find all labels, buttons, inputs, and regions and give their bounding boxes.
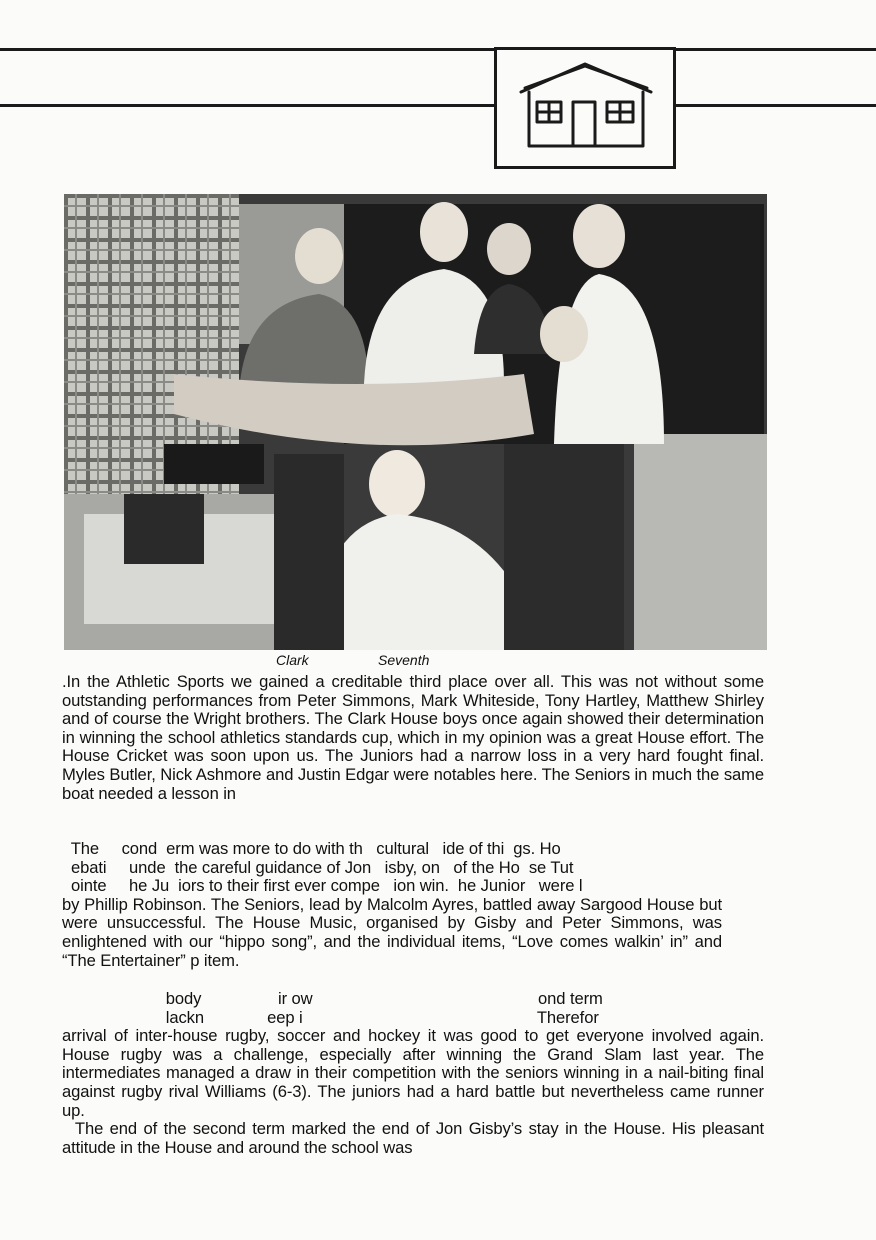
- article-body-3: [62, 989, 769, 1157]
- paragraph-line: The cond erm was more to do with th cultural ide of thi gs. Ho: [62, 839, 561, 858]
- header-rule-top-left: [0, 48, 496, 51]
- paragraph-line: ebati unde the careful guidance of Jon isby, on of the Ho se Tut: [62, 857, 574, 877]
- paragraph-rugby: arrival of inter-house rugby, soccer and hockey it was good to get everyone involved again. House rugby was a challenge, especially after winning the Grand Slam last year. The intermediates managed a draw in their competition with the seniors winning in a nail-biting final against rugby rival Williams (6-3). The juniors had a hard battle but nevertheless came runner up.: [62, 1026, 764, 1120]
- house-logo-box: [494, 47, 676, 169]
- article-body: [62, 673, 764, 803]
- paragraph-line: body ir ow ond term: [62, 989, 603, 1008]
- paragraph-culture: by Phillip Robinson. The Seniors, lead by Malcolm Ayres, battled away Sargood House but were unsuccessful. The House Music, organised by Gisby and Peter Simmons, was enlightened with our “hippo song”, and the individual items, “Love comes walkin’ in” and “The Entertainer” p item.: [62, 894, 722, 970]
- paragraph-athletics: .In the Athletic Sports we gained a creditable third place over all. This was not without some outstanding performances from Peter Simmons, Mark Whiteside, Tony Hartley, Matthew Shirley and of course the Wright brothers. The Clark House boys once again showed their determination in winning the school athletics standards cup, which in my opinion was a great House effort. The House Cricket was soon upon us. The Juniors had a narrow loss in a very hard fought final. Myles Butler, Nick Ashmore and Justin Edgar were notables here. The Seniors in much the same boat needed a lesson in: [62, 672, 764, 803]
- photo-caption-left: Clark: [276, 652, 309, 668]
- article-body-2: [62, 840, 764, 970]
- group-photo: [64, 194, 767, 650]
- paragraph-line: lackn eep i Therefor: [62, 1007, 599, 1027]
- header-rule-bottom-right: [674, 104, 876, 107]
- paragraph-line: ointe he Ju iors to their first ever compe ion win. he Junior were l: [62, 876, 583, 896]
- house-icon: [515, 58, 657, 154]
- photo-caption-right: Seventh: [378, 652, 430, 668]
- paragraph-end-of-term: The end of the second term marked the end of Jon Gisby’s stay in the House. His pleasant attitude in the House and around the school was: [62, 1119, 769, 1157]
- header-rule-top-right: [674, 48, 876, 51]
- header-rule-bottom-left: [0, 104, 496, 107]
